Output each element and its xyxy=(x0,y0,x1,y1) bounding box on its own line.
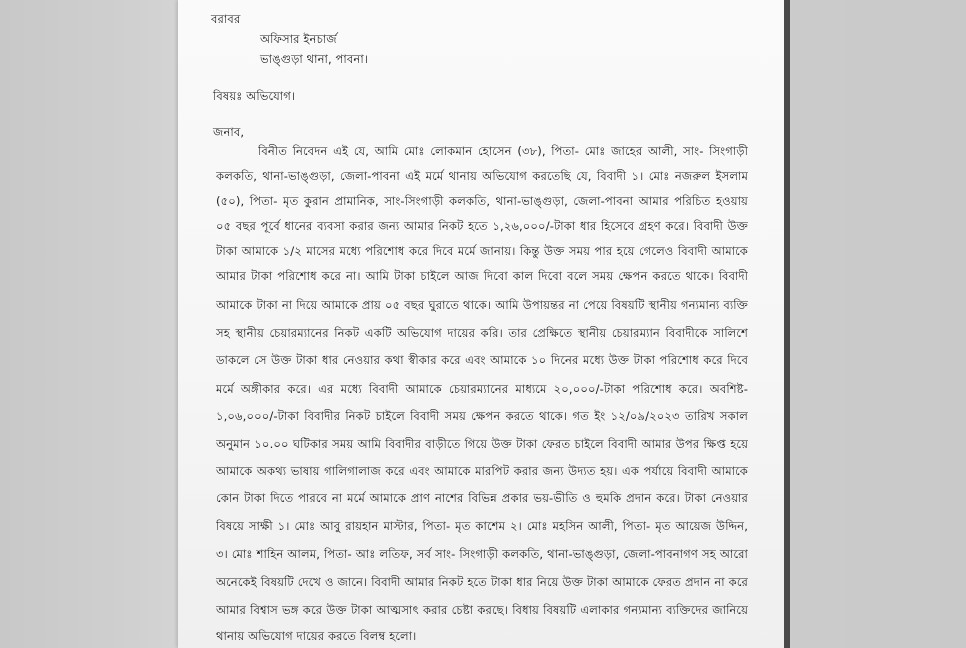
body-line: আমাকে অকথ্য ভাষায় গালিগালাজ করে এবং আমাকে মারপিট করার জন্য উদ্যত হয়। এক পর্যায়ে বিবাদী আমাকে xyxy=(216,464,748,478)
body-line: বিনীত নিবেদন এই যে, আমি মোঃ লোকমান হোসেন (৩৮), পিতা- মোঃ জাহের আলী, সাং- সিংগাড়ী xyxy=(258,144,748,158)
body-line: বিষয়ে সাক্ষী ১। মোঃ আবু রায়হান মাস্টার, পিতা- মৃত কাশেম ২। মোঃ মহসিন আলী, পিতা- মৃত আয়েজ উদ্দিন, xyxy=(216,519,748,533)
complaint-letter-page xyxy=(178,0,784,648)
subject-line: বিষয়ঃ অভিযোগ। xyxy=(213,89,296,103)
body-line: আমার বিশ্বাস ভঙ্গ করে উক্ত টাকা আত্মসাৎ করার চেষ্টা করছে। বিধায় বিষয়টি এলাকার গন্যমান্য ব্যক্তিদের জানিয়ে xyxy=(216,603,748,617)
body-line: (৫০), পিতা- মৃত কুরান প্রামানিক, সাং-সিংগাড়ী কলকতি, থানা-ভাঙ্গুড়া, জেলা-পাবনা আমার পরিচিত হওয়ায় xyxy=(216,194,748,208)
body-line: ১,০৬,০০০/-টাকা বিবাদীর নিকট চাইলে বিবাদী সময় ক্ষেপন করতে থাকে। গত ইং ১২/০৯/২০২৩ তারিখ সকাল xyxy=(216,409,748,423)
salutation-to: বরাবর xyxy=(211,12,241,26)
body-line: টাকা আমাকে ১/২ মাসের মধ্যে পরিশোধ করে দিবে মর্মে জানায়। কিন্তু উক্ত সময় পার হয়ে গেলেও বিবাদী আমাকে xyxy=(216,244,748,258)
body-line: ০৫ বছর পূর্বে ধানের ব্যবসা করার জন্য আমার নিকট হতে ১,২৬,০০০/-টাকা ধার হিসেবে গ্রহণ করে। বিবাদী উক্ত xyxy=(216,219,748,233)
body-line: অনেকেই বিষয়টি দেখে ও জানে। বিবাদী আমার নিকট হতে টাকা ধার নিয়ে উক্ত টাকা আমাকে ফেরত প্রদান না করে xyxy=(216,575,748,589)
body-line: কলকতি, থানা-ভাঙ্গুড়া, জেলা-পাবনা এই মর্মে থানায় অভিযোগ করতেছি যে, বিবাদী ১। মোঃ নজরুল ইসলাম xyxy=(216,169,748,183)
body-line: আমাকে টাকা না দিয়ে আমাকে প্রায় ০৫ বছর ঘুরাতে থাকে। আমি উপায়ন্তর না পেয়ে বিষয়টি স্থানীয় গন্যমান্য ব্যক্তি xyxy=(216,298,748,312)
body-line: সহ স্থানীয় চেয়ারম্যানের নিকট একটি অভিযোগ দায়ের করি। তার প্রেক্ষিতে স্থানীয় চেয়ারম্যান বিবাদীকে সালিশে xyxy=(216,326,748,340)
body-line: আমার টাকা পরিশোধ করে না। আমি টাকা চাইলে আজ দিবো কাল দিবো বলে সময় ক্ষেপন করতে থাকে। বিবাদী xyxy=(216,269,748,283)
recipient-address: ভাঙ্গুড়া থানা, পাবনা। xyxy=(260,52,369,66)
body-line: ডাকলে সে উক্ত টাকা ধার নেওয়ার কথা স্বীকার করে এবং আমাকে ১০ দিনের মধ্যে উক্ত টাকা পরিশোধ করে দিবে xyxy=(216,353,748,367)
body-line-last: থানায় অভিযোগ দায়ের করতে বিলম্ব হলো। xyxy=(216,629,417,643)
body-line: মর্মে অঙ্গীকার করে। এর মধ্যে বিবাদী আমাকে চেয়ারম্যানের মাধ্যমে ২০,০০০/-টাকা পরিশোধ করে। অবশিষ্ট- xyxy=(216,382,748,396)
body-line: কোন টাকা দিতে পারবে না মর্মে আমাকে প্রাণ নাশের বিভিন্ন প্রকার ভয়-ভীতি ও হুমকি প্রদান করে। টাকা নেওয়ার xyxy=(216,491,748,505)
body-line: ৩। মোঃ শাহিন আলম, পিতা- আঃ লতিফ, সর্ব সাং- সিংগাড়ী কলকতি, থানা-ভাঙ্গুড়া, জেলা-পাবনাগণ সহ আরো xyxy=(216,547,748,561)
greeting: জনাব, xyxy=(213,125,245,139)
recipient-title: অফিসার ইনচার্জ xyxy=(260,32,337,46)
body-line: অনুমান ১০.০০ ঘটিকার সময় আমি বিবাদীর বাড়ীতে গিয়ে উক্ত টাকা ফেরত চাইলে বিবাদী আমার উপর ক্ষিপ্ত হয়ে xyxy=(216,437,748,451)
page-edge-shadow xyxy=(784,0,790,648)
